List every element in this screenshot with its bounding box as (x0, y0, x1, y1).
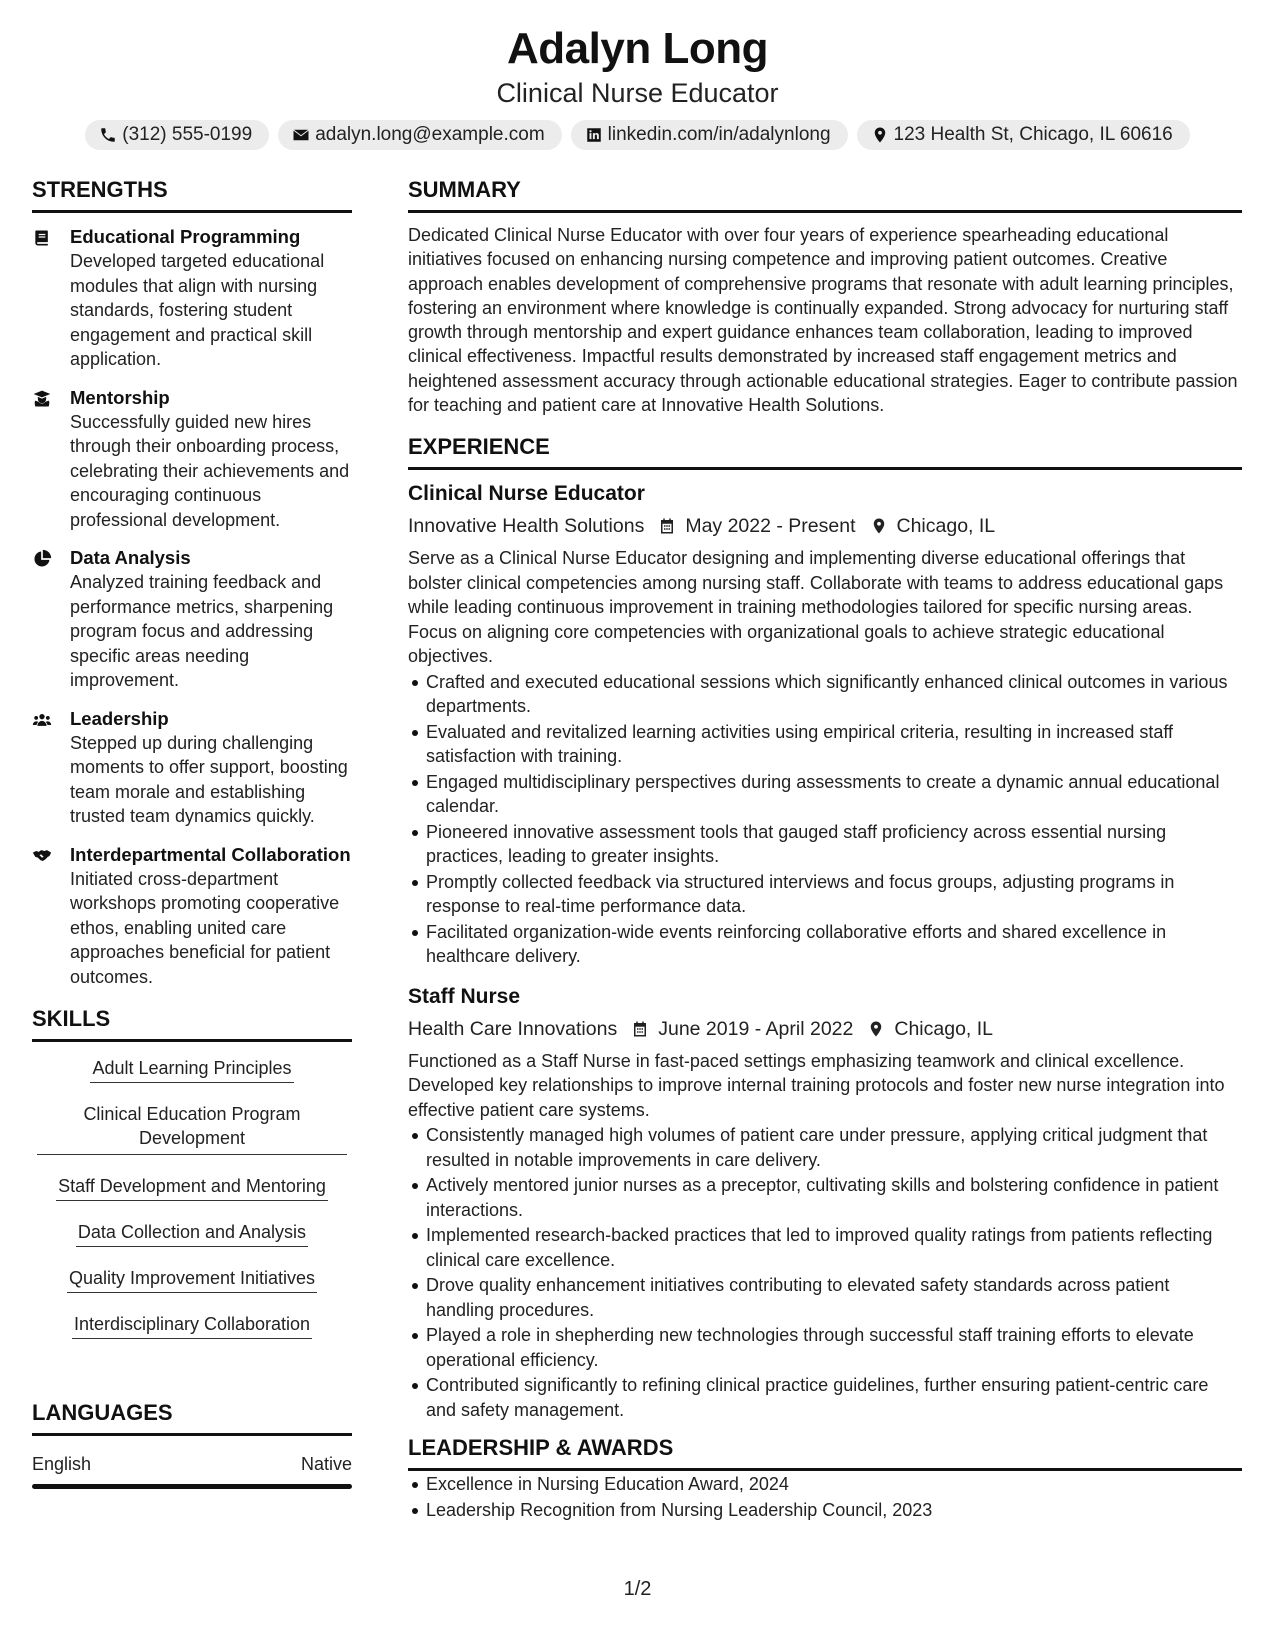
list-item: Drove quality enhancement initiatives contributing to elevated safety standards across patient handling procedures. (426, 1273, 1242, 1322)
strength-item (32, 386, 352, 533)
job-dates: May 2022 - Present (685, 515, 856, 538)
candidate-name: Adalyn Long (507, 24, 768, 73)
linkedin-icon (585, 126, 603, 144)
job-bullets (408, 670, 1242, 969)
strength-item (32, 707, 352, 829)
strengths-section (32, 176, 352, 989)
contact-linkedin[interactable] (571, 120, 848, 150)
awards-heading: LEADERSHIP & AWARDS (408, 1434, 1242, 1471)
list-item: Excellence in Nursing Education Award, 2024 (426, 1472, 1242, 1497)
job-description: Functioned as a Staff Nurse in fast-paced settings emphasizing teamwork and clinical excellence. Developed key relationships to improve internal training protocols and foster new nurse integration into effective patient care systems. (408, 1050, 1225, 1120)
summary-section (408, 176, 1242, 417)
skill-tag: Interdisciplinary Collaboration (72, 1312, 312, 1339)
strength-description: Analyzed training feedback and performance metrics, sharpening program focus and addressing specific areas needing improvement. (70, 572, 334, 690)
skill-tag: Data Collection and Analysis (76, 1220, 308, 1247)
calendar-icon (631, 1020, 649, 1038)
job-bullets (408, 1123, 1242, 1422)
envelope-icon (292, 126, 310, 144)
job-company: Innovative Health Solutions (408, 515, 645, 538)
page-number: 1/2 (623, 1578, 652, 1600)
strength-item (32, 546, 352, 693)
language-name: English (32, 1454, 92, 1474)
language-row (32, 1452, 352, 1476)
list-item: Implemented research-backed practices that led to improved quality ratings from patients reflecting clinical care excellence. (426, 1223, 1242, 1272)
list-item: Promptly collected feedback via structured interviews and focus groups, adjusting programs in response to real-time performance data. (426, 870, 1242, 919)
strength-item (32, 225, 352, 372)
right-column (408, 176, 1242, 1522)
contact-email-text: adalyn.long@example.com (315, 124, 545, 145)
list-item: Actively mentored junior nurses as a preceptor, cultivating skills and bolstering confidence in patient interactions. (426, 1173, 1242, 1222)
job-dates: June 2019 - April 2022 (658, 1017, 854, 1040)
strength-title: Educational Programming (70, 226, 301, 247)
list-item: Evaluated and revitalized learning activities using empirical criteria, resulting in increased staff satisfaction with training. (426, 720, 1242, 769)
summary-text: Dedicated Clinical Nurse Educator with over four years of experience spearheading educational initiatives focused on enhancing nursing competence and improving patient outcomes. Creative approach enables development of comprehensive programs that resonate with adult learning principles, fostering an environment where knowledge is continually expanded. Strong advocacy for nurturing staff growth through mentorship and expert guidance enhances team collaboration, leading to improved clinical effectiveness. Impactful results demonstrated by increased staff engagement metrics and heightened assessment accuracy through actionable educational strategies. Eager to contribute passion for teaching and patient care at Innovative Health Solutions. (408, 225, 1238, 416)
awards-list (408, 1472, 1242, 1522)
strength-description: Stepped up during challenging moments to offer support, boosting team morale and establishing trusted team dynamics quickly. (70, 732, 348, 826)
contact-phone[interactable] (85, 120, 269, 150)
map-pin-icon (871, 126, 889, 144)
experience-section (408, 433, 1242, 1422)
phone-icon (99, 126, 117, 144)
handshake-icon (32, 843, 70, 990)
language-level-bar (32, 1484, 352, 1489)
skill-tag: Staff Development and Mentoring (56, 1174, 328, 1201)
contact-address[interactable] (857, 120, 1190, 150)
list-item: Contributed significantly to refining clinical practice guidelines, further ensuring patient-centric care and safety management. (426, 1373, 1242, 1422)
job-entry (408, 480, 1242, 969)
contact-linkedin-text: linkedin.com/in/adalynlong (607, 124, 831, 145)
skills-section (32, 1005, 352, 1358)
skills-heading: SKILLS (32, 1005, 352, 1042)
contact-address-text: 123 Health St, Chicago, IL 60616 (893, 124, 1173, 145)
skill-tag: Adult Learning Principles (90, 1056, 293, 1083)
list-item: Pioneered innovative assessment tools that gauged staff proficiency across essential nursing practices, leading to greater insights. (426, 820, 1242, 869)
graduate-icon (32, 386, 70, 533)
job-title: Clinical Nurse Educator (408, 482, 645, 506)
strengths-heading: STRENGTHS (32, 176, 352, 213)
language-level: Native (300, 1454, 352, 1474)
list-item: Facilitated organization-wide events reinforcing collaborative efforts and shared excellence in healthcare delivery. (426, 920, 1242, 969)
map-pin-icon (867, 1020, 885, 1038)
job-company: Health Care Innovations (408, 1017, 618, 1040)
left-column (32, 176, 352, 1489)
list-item: Engaged multidisciplinary perspectives during assessments to create a dynamic annual educational calendar. (426, 770, 1242, 819)
strength-description: Developed targeted educational modules that align with nursing standards, fostering student engagement and practical skill application. (70, 251, 325, 369)
awards-section (408, 1434, 1242, 1522)
summary-heading: SUMMARY (408, 176, 1242, 213)
job-location: Chicago, IL (896, 515, 996, 538)
strength-description: Initiated cross-department workshops promoting cooperative ethos, enabling united care approaches beneficial for patient outcomes. (70, 868, 340, 987)
skill-tag: Quality Improvement Initiatives (67, 1266, 317, 1293)
strength-title: Data Analysis (70, 547, 191, 568)
users-icon (32, 707, 70, 829)
contact-phone-text: (312) 555-0199 (122, 124, 253, 145)
strength-description: Successfully guided new hires through their onboarding process, celebrating their achievements and encouraging continuous professional development. (70, 411, 350, 530)
book-icon (32, 225, 70, 372)
resume-header (0, 22, 1275, 150)
list-item: Leadership Recognition from Nursing Leadership Council, 2023 (426, 1498, 1242, 1523)
candidate-title: Clinical Nurse Educator (496, 78, 779, 108)
skill-tag: Clinical Education Program Development (37, 1102, 347, 1155)
languages-section (32, 1399, 352, 1489)
strength-title: Mentorship (70, 386, 170, 408)
list-item: Played a role in shepherding new technologies through successful staff training efforts to elevate operational efficiency. (426, 1323, 1242, 1372)
job-location: Chicago, IL (894, 1017, 994, 1040)
strength-title: Interdepartmental Collaboration (70, 843, 351, 865)
calendar-icon (658, 517, 676, 535)
strength-title: Leadership (70, 707, 169, 729)
contact-bar (0, 120, 1275, 150)
strength-item (32, 843, 352, 990)
list-item: Crafted and executed educational sessions which significantly enhanced clinical outcomes in various departments. (426, 670, 1242, 719)
map-pin-icon (870, 517, 888, 535)
contact-email[interactable] (278, 120, 561, 150)
pie-chart-icon (32, 546, 70, 693)
job-meta (408, 1015, 1242, 1043)
languages-heading: LANGUAGES (32, 1399, 352, 1436)
job-title: Staff Nurse (408, 984, 521, 1008)
list-item: Consistently managed high volumes of patient care under pressure, applying critical judgment that resulted in notable improvements in care delivery. (426, 1123, 1242, 1172)
job-description: Serve as a Clinical Nurse Educator designing and implementing diverse educational offerings that bolster clinical competencies among nursing staff. Collaborate with teams to address educational gaps while leading continuous improvement in training methodologies tailored for specific nursing areas. Focus on aligning core competencies with organizational goals to achieve strategic educational objectives. (408, 548, 1224, 667)
experience-heading: EXPERIENCE (408, 433, 1242, 470)
job-entry (408, 983, 1242, 1423)
job-meta (408, 512, 1242, 540)
